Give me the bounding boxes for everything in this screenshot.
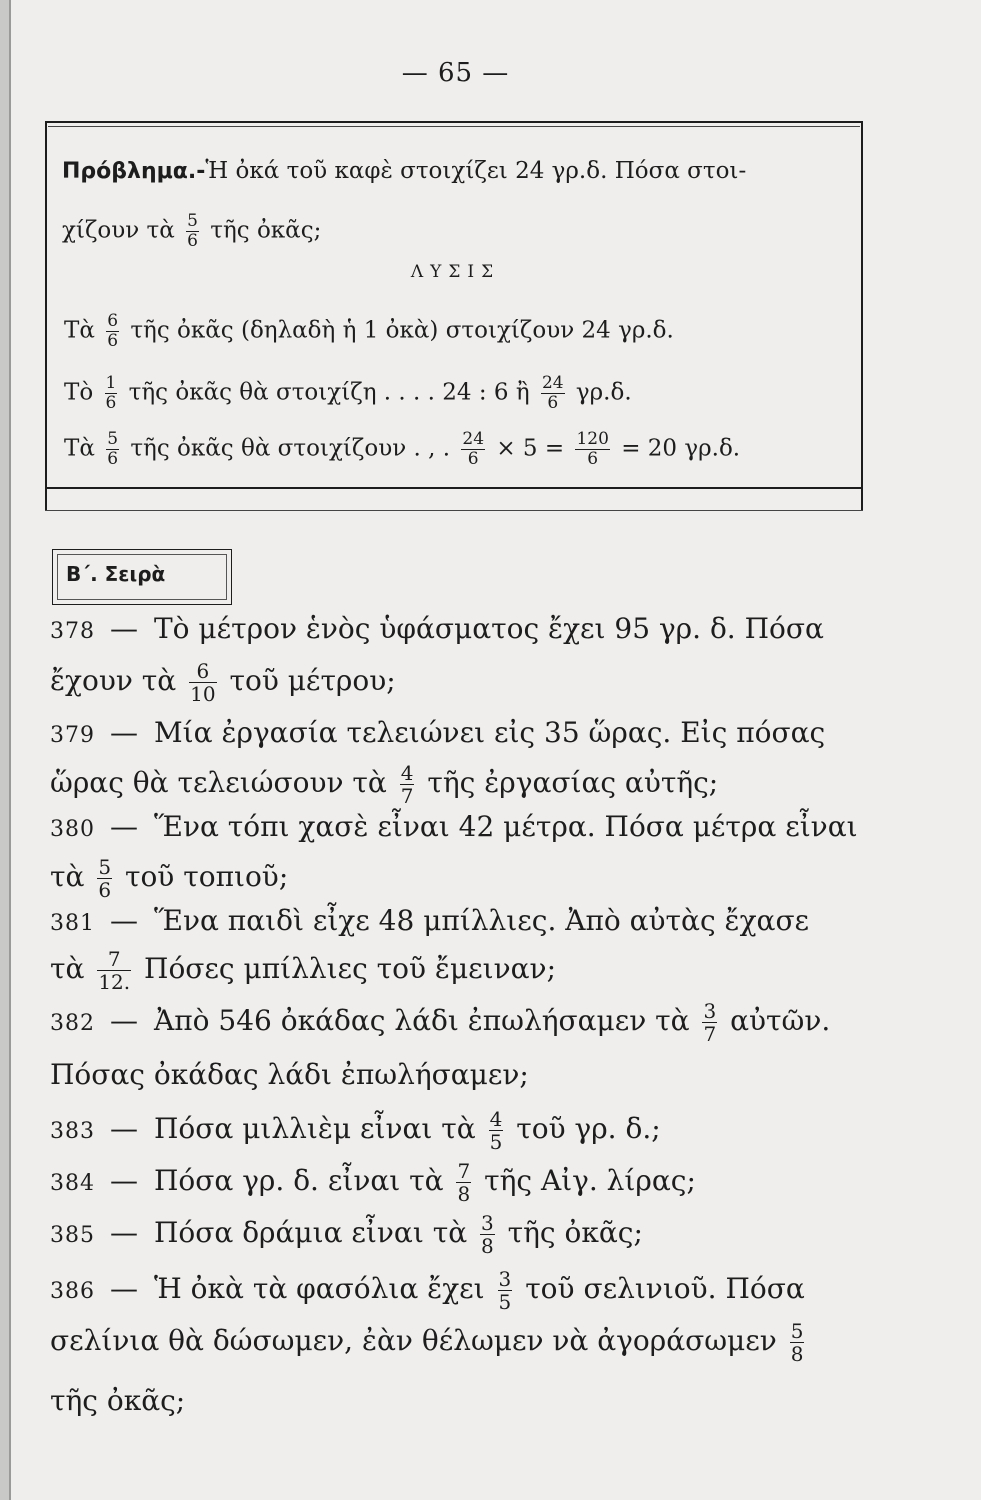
exercise-380-line-1: 380 — Ἕνα τόπι χασὲ εἶναι 42 μέτρα. Πόσα μέτρα εἶναι (50, 810, 858, 843)
exercise-381-line-2: τὰ $\frac{7}{12.}$ Πόσες μπίλλιες τοῦ ἔμειναν; (50, 947, 557, 994)
exercise-379-line-1: 379 — Μία ἐργασία τελειώνει εἰς 35 ὥρας. Εἰς πόσας (50, 716, 826, 749)
exercise-386-line-1: 386 — Ἡ ὀκὰ τὰ φασόλια ἔχει $\frac{3}{5}$ τοῦ σελινιοῦ. Πόσα (50, 1267, 805, 1314)
fraction: $\frac{1}{6}$ (105, 373, 117, 413)
page-number: — 65 — (401, 58, 510, 88)
section-label: Β΄. Σειρὰ (66, 562, 166, 586)
page-edge (0, 0, 9, 1500)
exercise-379-line-2: ὥρας θὰ τελειώσουν τὰ $\frac{4}{7}$ τῆς ἐργασίας αὐτῆς; (50, 761, 719, 808)
fraction: $\frac{3}{5}$ (498, 1267, 512, 1314)
exercise-386-line-2: σελίνια θὰ δώσωμεν, ἐὰν θέλωμεν νὰ ἀγοράσωμεν $\frac{5}{8}$ (50, 1319, 804, 1366)
exercise-382-line-2: Πόσας ὀκάδας λάδι ἐπωλήσαμεν; (50, 1058, 529, 1091)
problem-line-2: χίζουν τὰ $\frac{5}{6}$ τῆς ὀκᾶς; (62, 211, 322, 251)
exercise-number: 385 (50, 1223, 95, 1248)
exercise-number: 380 (50, 817, 95, 842)
exercise-381-line-1: 381 — Ἕνα παιδὶ εἶχε 48 μπίλλιες. Ἀπὸ αὐτὰς ἔχασε (50, 904, 810, 937)
exercise-number: 384 (50, 1171, 95, 1196)
fraction: $\frac{7}{8}$ (457, 1159, 471, 1206)
exercise-383: 383 — Πόσα μιλλιὲμ εἶναι τὰ $\frac{4}{5}$ τοῦ γρ. δ.; (50, 1107, 661, 1154)
fraction: $\frac{120}{6}$ (576, 429, 609, 469)
fraction: $\frac{6}{6}$ (107, 311, 119, 351)
exercise-382-line-1: 382 — Ἀπὸ 546 ὀκάδας λάδι ἐπωλήσαμεν τὰ $\frac{3}{7}$ αὐτῶν. (50, 999, 831, 1046)
exercise-380-line-2: τὰ $\frac{5}{6}$ τοῦ τοπιοῦ; (50, 855, 289, 902)
fraction: $\frac{24}{6}$ (462, 429, 485, 469)
solution-line-3: Τὰ $\frac{5}{6}$ τῆς ὀκᾶς θὰ στοιχίζουν . , . $\frac{24}{6}$ × 5 = $\frac{120}{6}$ = 20 γρ.δ. (64, 429, 741, 469)
exercise-385: 385 — Πόσα δράμια εἶναι τὰ $\frac{3}{8}$ τῆς ὀκᾶς; (50, 1211, 643, 1258)
exercise-number: 378 (50, 619, 95, 644)
solution-line-2: Τὸ $\frac{1}{6}$ τῆς ὀκᾶς θὰ στοιχίζη . . . . 24 : 6 ἢ $\frac{24}{6}$ γρ.δ. (64, 373, 632, 413)
fraction: $\frac{3}{7}$ (703, 999, 717, 1046)
exercise-384: 384 — Πόσα γρ. δ. εἶναι τὰ $\frac{7}{8}$ τῆς Αἰγ. λίρας; (50, 1159, 696, 1206)
exercise-378-line-1: 378 — Τὸ μέτρον ἑνὸς ὑφάσματος ἔχει 95 γρ. δ. Πόσα (50, 612, 824, 645)
fraction: $\frac{5}{6}$ (98, 855, 112, 902)
exercise-378-line-2: ἔχουν τὰ $\frac{6}{10}$ τοῦ μέτρου; (50, 659, 396, 706)
page-edge-shadow (9, 0, 11, 1500)
problem-line-1: Πρόβλημα.-Ἡ ὀκά τοῦ καφὲ στοιχίζει 24 γρ.δ. Πόσα στοι- (62, 158, 747, 184)
exercise-number: 379 (50, 723, 95, 748)
solution-line-1: Τὰ $\frac{6}{6}$ τῆς ὀκᾶς (δηλαδὴ ἡ 1 ὀκὰ) στοιχίζουν 24 γρ.δ. (64, 311, 674, 351)
fraction: $\frac{3}{8}$ (481, 1211, 494, 1258)
fraction: $\frac{5}{8}$ (790, 1319, 804, 1366)
fraction: $\frac{4}{5}$ (489, 1107, 503, 1154)
exercise-number: 383 (50, 1119, 95, 1144)
exercise-386-line-3: τῆς ὀκᾶς; (50, 1384, 186, 1417)
problem-title: Πρόβλημα.- (62, 159, 206, 184)
fraction: $\frac{5}{6}$ (107, 429, 119, 469)
fraction: $\frac{4}{7}$ (400, 761, 414, 808)
fraction: $\frac{24}{6}$ (541, 373, 564, 413)
fraction: $\frac{5}{6}$ (187, 211, 198, 251)
fraction: $\frac{7}{12.}$ (98, 947, 131, 994)
exercise-number: 381 (50, 911, 95, 936)
exercise-number: 382 (50, 1011, 95, 1036)
fraction: $\frac{6}{10}$ (190, 659, 216, 706)
solution-heading: ΛΥΣΙΣ (410, 262, 501, 282)
exercise-number: 386 (50, 1279, 95, 1304)
